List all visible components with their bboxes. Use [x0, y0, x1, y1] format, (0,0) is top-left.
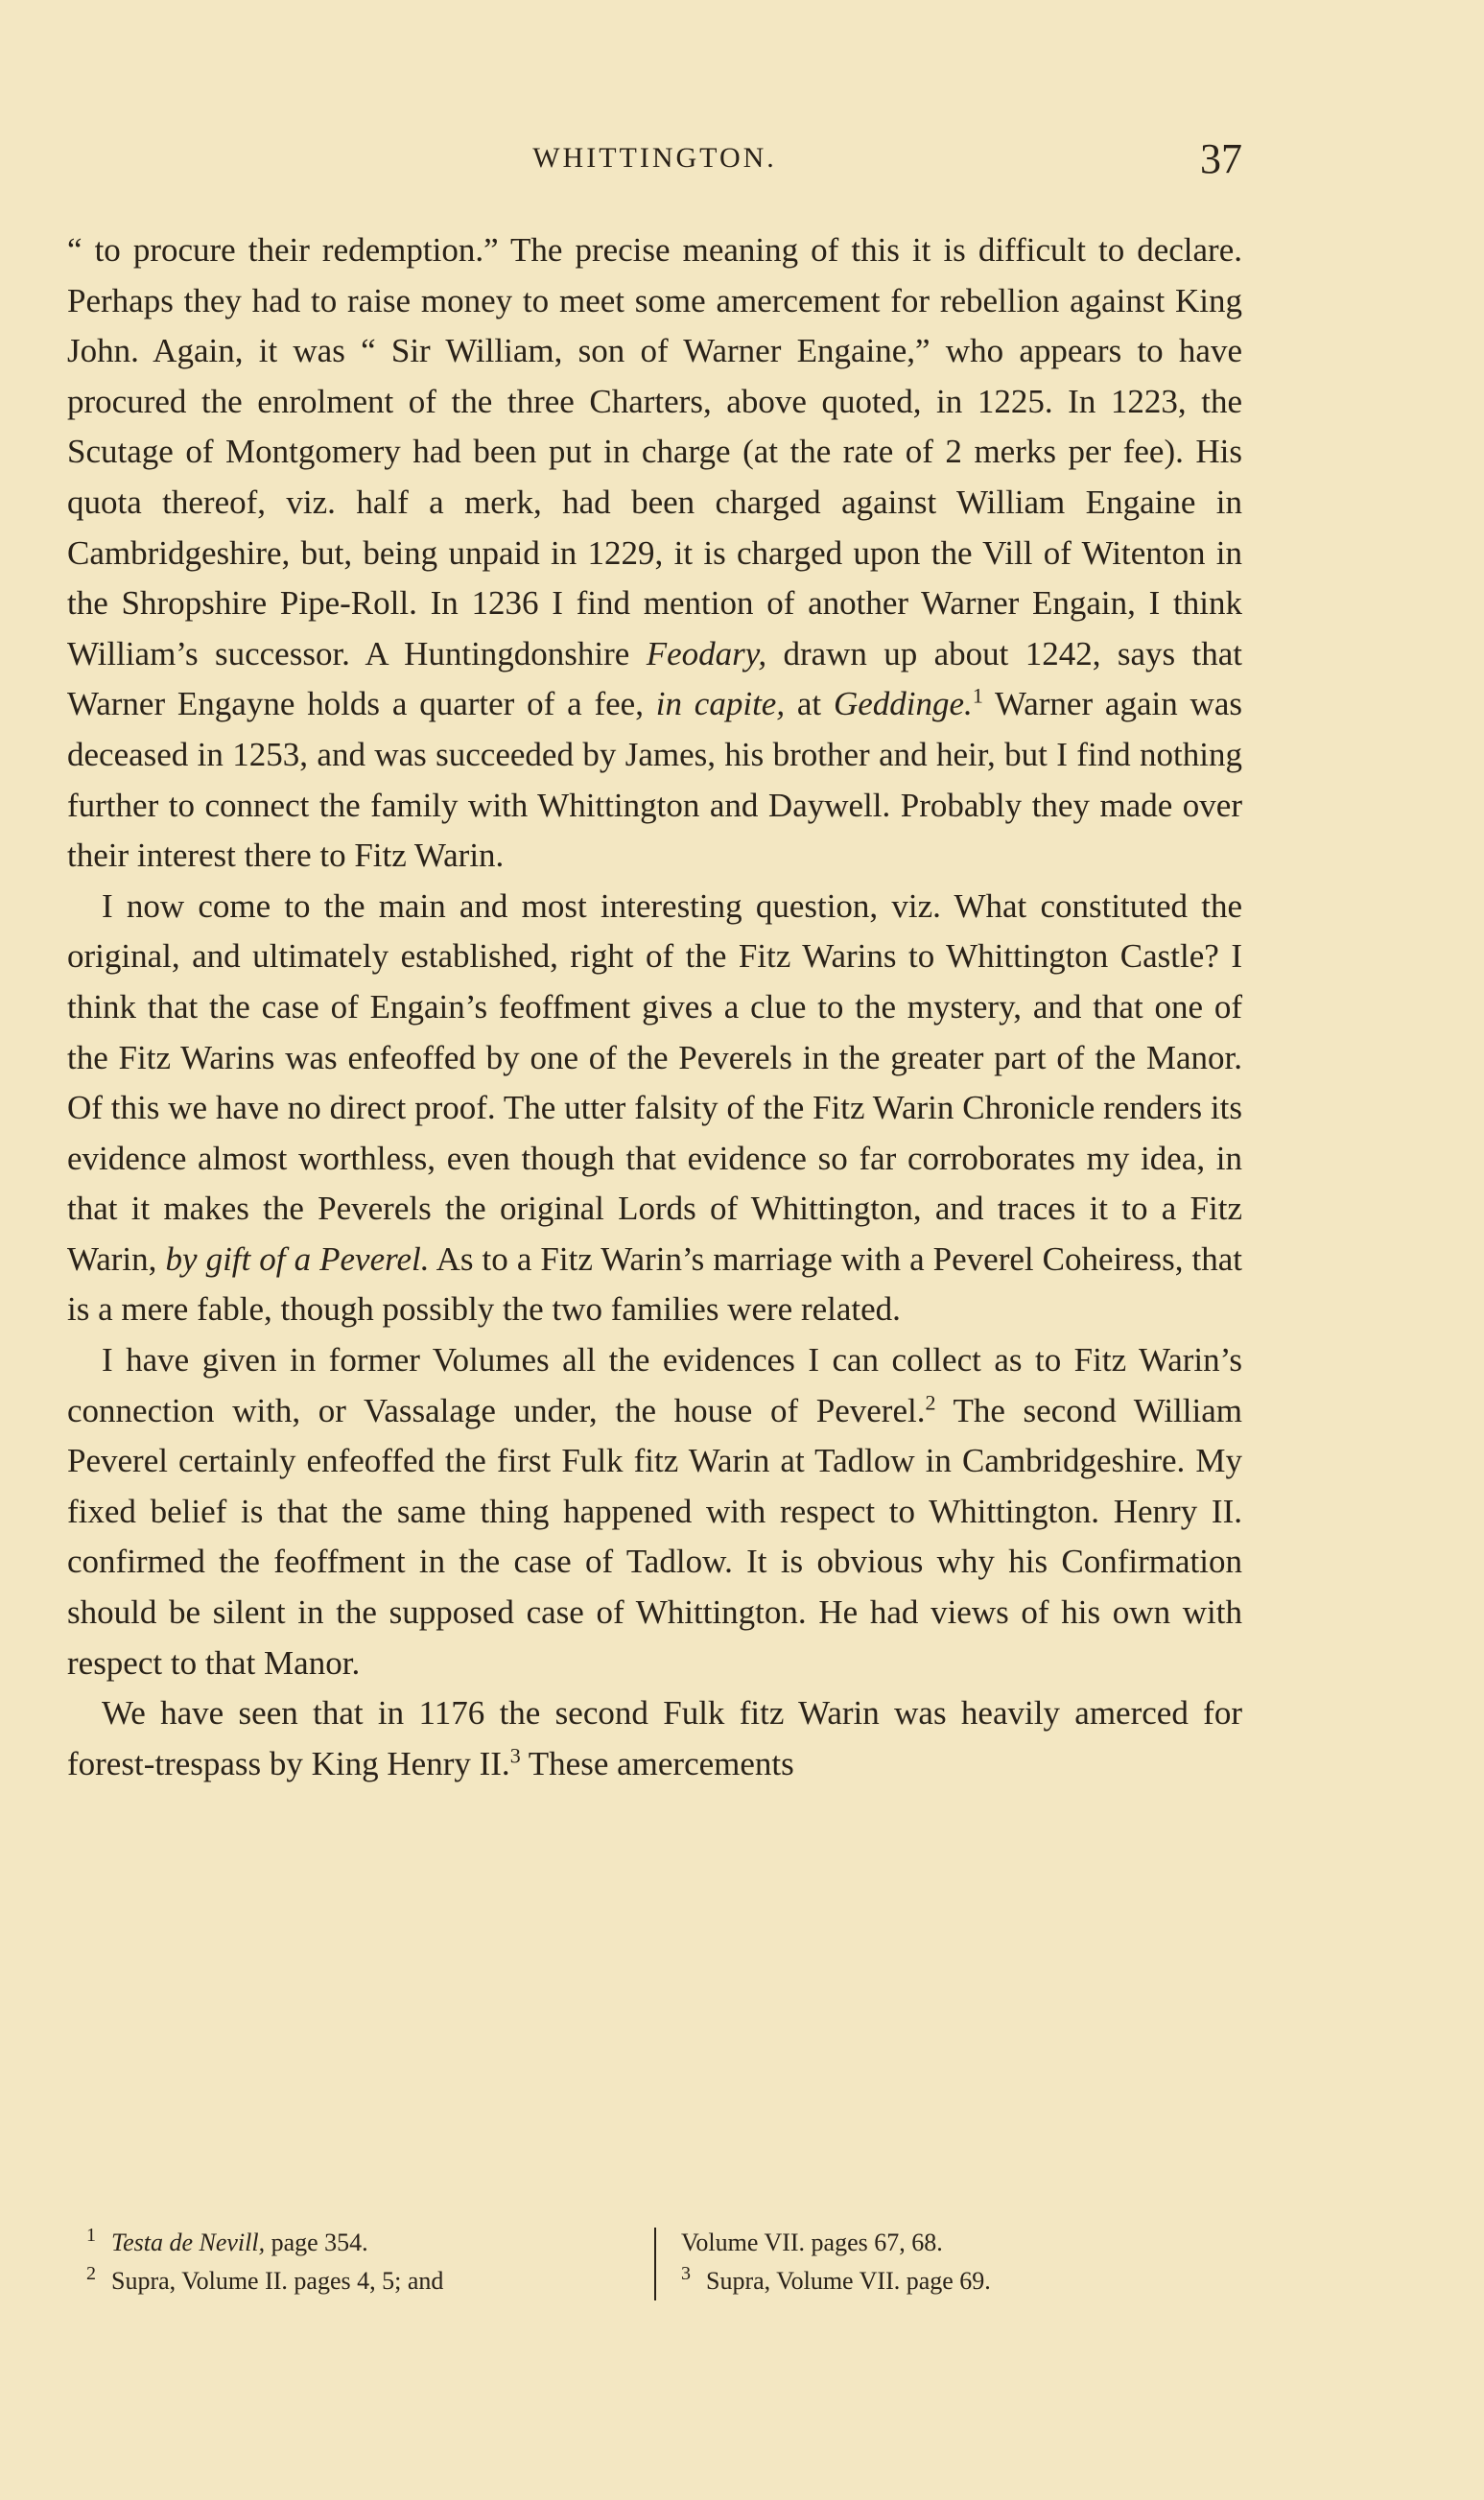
- p1-in-capite: in capite,: [655, 685, 786, 723]
- footnote-3: 3 Supra, Volume VII. page 69.: [681, 2263, 991, 2295]
- paragraph-2: [67, 882, 1242, 1335]
- p4-text-b: These amercements: [520, 1744, 794, 1782]
- footnote-1: 1 Testa de Nevill, page 354.: [86, 2225, 368, 2256]
- paragraph-4: [67, 1688, 1242, 1789]
- footnote-1-title: Testa de Nevill,: [111, 2229, 266, 2256]
- footnote-3-text: Supra, Volume VII. page 69.: [706, 2267, 991, 2295]
- footnote-2-text: Supra, Volume II. pages 4, 5; and: [111, 2267, 444, 2295]
- p2-text-a: I now come to the main and most interesting question, viz. What constituted the original, and ultimately established, right of the Fitz Warins to Whittington Castle? I think that the case of Engain’s feoffment gives a clue to the mystery, and that one of the Fitz Warins was enfeoffed by one of the Peverels in the greater part of the Manor. Of this we have no direct proof. The utter falsity of the Fitz Warin Chronicle renders its evidence almost worthless, even though that evidence so far corroborates my idea, in that it makes the Peverels the original Lords of Whittington, and traces it to a Fitz Warin,: [67, 886, 1242, 1278]
- paragraph-1: [67, 225, 1242, 882]
- footnote-2-continued: [681, 2224, 1237, 2262]
- footnote-ref-1: 1: [972, 683, 983, 708]
- footnotes: [86, 2224, 1237, 2300]
- footnote-2: 2 Supra, Volume II. pages 4, 5; and: [86, 2263, 444, 2295]
- footnotes-left-column: [86, 2224, 662, 2300]
- footnote-divider: [654, 2228, 656, 2300]
- p1-text-c: at: [785, 685, 834, 723]
- footnote-ref-2: 2: [925, 1390, 936, 1414]
- p1-text-d: Warner again was deceased in 1253, and was succeeded by James, his brother and heir, but I find nothing further to connect the family with Whittington and Daywell. Probably they made over their interest there to Fitz Warin.: [67, 685, 1242, 875]
- paragraph-3: [67, 1335, 1242, 1688]
- footnote-2-cont-text: Volume VII. pages 67, 68.: [681, 2229, 943, 2256]
- page-number: 37: [1200, 135, 1242, 182]
- footnote-1-rest: page 354.: [265, 2229, 368, 2256]
- p1-geddinge: Geddinge.: [833, 685, 973, 723]
- p1-text-b: drawn up about 1242, says that Warner Engayne holds a quarter of a fee,: [67, 634, 1243, 723]
- p3-text-a: I have given in former Volumes all the evidences I can collect as to Fitz Warin’s connection with, or Vassalage under, the house of Peverel.: [67, 1341, 1242, 1429]
- p1-feodary: Feodary,: [646, 634, 767, 672]
- body-text: [67, 225, 1242, 1789]
- running-title: WHITTINGTON.: [532, 142, 777, 174]
- p2-by-gift: by gift of a Peverel.: [165, 1239, 430, 1278]
- footnotes-right-column: [681, 2224, 1237, 2300]
- p4-text-a: We have seen that in 1176 the second Fulk fitz Warin was heavily amerced for forest-trespass by King Henry II.: [67, 1694, 1242, 1782]
- p1-text-a: “ to procure their redemption.” The precise meaning of this it is difficult to declare. Perhaps they had to raise money to meet some amercement for rebellion against King John. Again, it was “ Sir William, son of Warner Engaine,” who appears to have procured the enrolment of the three Charters, above quoted, in 1225. In 1223, the Scutage of Montgomery had been put in charge (at the rate of 2 merks per fee). His quota thereof, viz. half a merk, had been charged against William Engaine in Cambridgeshire, but, being unpaid in 1229, it is charged upon the Vill of Witenton in the Shropshire Pipe-Roll. In 1236 I find mention of another Warner Engain, I think William’s successor. A Huntingdonshire: [67, 231, 1242, 672]
- p2-text-b: As to a Fitz Warin’s marriage with a Peverel Coheiress, that is a mere fable, though possibly the two families were related.: [67, 1239, 1243, 1329]
- page-header: [67, 134, 1242, 192]
- p3-text-b: The second William Peverel certainly enfeoffed the first Fulk fitz Warin at Tadlow in Cambridgeshire. My fixed belief is that the same thing happened with respect to Whittington. Henry II. confirmed the feoffment in the case of Tadlow. It is obvious why his Confirmation should be silent in the supposed case of Whittington. He had views of his own with respect to that Manor.: [67, 1391, 1242, 1682]
- footnote-ref-3: 3: [509, 1743, 521, 1768]
